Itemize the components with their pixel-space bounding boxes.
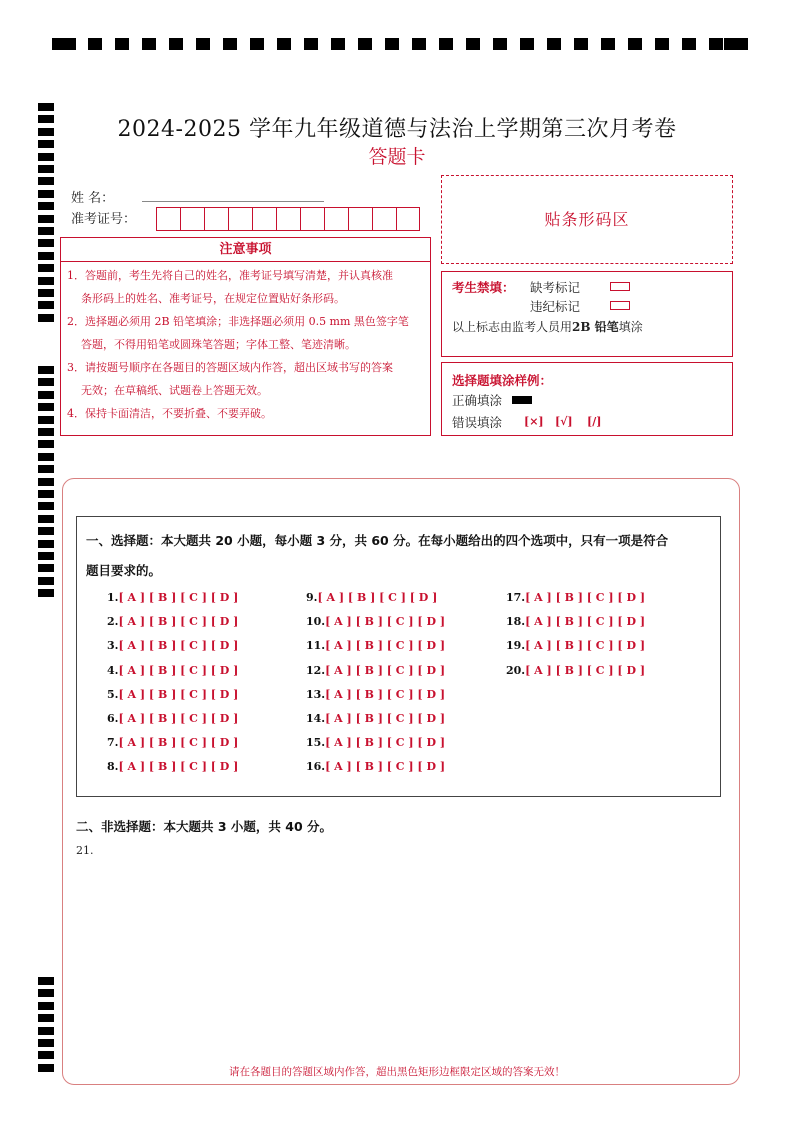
proctor-note — [452, 318, 643, 335]
timing-mark — [38, 1014, 54, 1022]
fill-sample-box — [441, 362, 733, 436]
wrong-mark-check: [√] — [555, 415, 573, 428]
timing-mark — [38, 103, 54, 111]
section1-title-line1: 一、选择题：本大题共 20 小题，每小题 3 分，共 60 分。在每小题给出的四个选项中，只有一项是符合 — [86, 533, 669, 548]
question-2-answer[interactable] — [107, 615, 238, 628]
violation-mark-box[interactable] — [610, 301, 630, 310]
correct-fill-label: 正确填涂 — [452, 393, 503, 408]
section1-title-line2: 题目要求的。 — [86, 563, 162, 578]
question-8-answer[interactable] — [107, 760, 238, 773]
timing-mark — [38, 589, 54, 597]
timing-mark — [38, 277, 54, 285]
note-item-1 — [67, 264, 427, 310]
note-1-line-2: 条形码上的姓名、准考证号，在规定位置贴好条形码。 — [81, 292, 345, 305]
timing-mark — [38, 1051, 54, 1059]
timing-mark — [38, 989, 54, 997]
question-number: 16. — [306, 760, 326, 774]
correct-fill-sample — [512, 396, 532, 404]
id-digit-box[interactable] — [372, 207, 396, 231]
id-digit-box[interactable] — [348, 207, 372, 231]
name-field[interactable] — [142, 201, 324, 202]
note-item-2 — [67, 310, 427, 356]
note-3-line-1: 3．请按题号顺序在各题目的答题区域内作答，超出区域书写的答案 — [67, 361, 393, 374]
timing-mark — [38, 202, 54, 210]
question-number: 17. — [506, 591, 526, 604]
question-21-number: 21. — [76, 844, 94, 857]
timing-mark — [277, 38, 291, 50]
question-number: 10. — [306, 615, 326, 629]
page-subtitle: 答题卡 — [368, 146, 426, 168]
answer-options[interactable]: [ A ] [ B ] [ C ] [ D ] — [325, 736, 446, 750]
wrong-mark-cross: [×] — [524, 415, 544, 428]
answer-options[interactable]: [ A ] [ B ] [ C ] [ D ] — [118, 591, 239, 604]
question-12-answer[interactable] — [306, 664, 445, 677]
timing-mark — [38, 264, 54, 272]
question-number: 11. — [306, 639, 326, 653]
timing-mark — [38, 527, 54, 535]
section2-title: 二、非选择题：本大题共 3 小题，共 40 分。 — [76, 819, 333, 834]
question-number: 6. — [107, 712, 119, 725]
proctor-note-suffix: 填涂 — [618, 320, 643, 334]
proctor-only-box — [441, 271, 733, 357]
top-timing-marks — [52, 38, 748, 52]
timing-mark — [38, 403, 54, 411]
question-number: 5. — [107, 687, 119, 701]
timing-mark — [52, 38, 76, 50]
question-11-answer[interactable] — [306, 639, 445, 652]
question-1-answer[interactable] — [107, 591, 238, 604]
answer-options[interactable]: [ A ] [ B ] [ C ] [ D ] — [525, 591, 646, 604]
timing-mark — [38, 378, 54, 386]
timing-mark — [38, 428, 54, 436]
id-digit-box[interactable] — [300, 207, 324, 231]
question-9-answer[interactable] — [306, 591, 437, 604]
multiple-choice-box — [76, 516, 721, 797]
note-2-line-2: 答题，不得用铅笔或圆珠笔答题；字体工整、笔迹清晰。 — [81, 338, 356, 351]
question-6-answer[interactable] — [107, 712, 238, 725]
question-number: 2. — [107, 615, 119, 629]
id-label: 准考证号： — [71, 212, 137, 227]
timing-mark — [709, 38, 723, 50]
timing-mark — [493, 38, 507, 50]
timing-mark — [38, 552, 54, 560]
page-title: 2024-2025 学年九年级道德与法治上学期第三次月考卷 — [117, 117, 677, 142]
timing-mark — [38, 227, 54, 235]
timing-mark — [38, 215, 54, 223]
wrong-mark-slash: [/] — [587, 415, 602, 428]
wrong-fill-label: 错误填涂 — [452, 415, 503, 430]
timing-mark — [38, 301, 54, 309]
timing-mark — [38, 289, 54, 297]
question-17-answer[interactable] — [506, 591, 645, 604]
id-number-boxes[interactable] — [156, 207, 420, 231]
id-digit-box[interactable] — [252, 207, 276, 231]
timing-mark — [38, 1027, 54, 1035]
question-10-answer[interactable] — [306, 615, 445, 628]
answer-options[interactable]: [ A ] [ B ] [ C ] [ D ] — [525, 663, 646, 677]
question-4-answer[interactable] — [107, 664, 238, 677]
timing-mark — [574, 38, 588, 50]
timing-mark — [331, 38, 345, 50]
answer-options[interactable]: [ A ] [ B ] [ C ] [ D ] — [118, 639, 239, 653]
timing-mark — [115, 38, 129, 50]
timing-mark — [38, 478, 54, 486]
left-timing-marks-lower — [38, 977, 54, 1067]
timing-mark — [385, 38, 399, 50]
timing-mark — [601, 38, 615, 50]
id-digit-box[interactable] — [180, 207, 204, 231]
question-number: 1. — [107, 591, 119, 604]
notes-title: 注意事项 — [61, 238, 430, 262]
timing-mark — [142, 38, 156, 50]
timing-mark — [38, 391, 54, 399]
question-16-answer[interactable] — [306, 760, 445, 773]
timing-mark — [628, 38, 642, 50]
timing-mark — [38, 453, 54, 461]
timing-mark — [38, 502, 54, 510]
timing-mark — [412, 38, 426, 50]
notes-box — [60, 237, 431, 436]
question-number: 18. — [506, 615, 526, 629]
question-number: 15. — [306, 736, 326, 750]
question-14-answer[interactable] — [306, 712, 445, 725]
sample-title: 选择题填涂样例： — [452, 373, 553, 388]
answer-options[interactable]: [ A ] [ B ] [ C ] [ D ] — [525, 639, 646, 653]
id-digit-box[interactable] — [276, 207, 300, 231]
note-item-3 — [67, 356, 427, 402]
question-19-answer[interactable] — [506, 639, 645, 652]
absent-mark-box[interactable] — [610, 282, 630, 291]
proctor-title: 考生禁填： — [452, 280, 515, 295]
question-3-answer[interactable] — [107, 639, 238, 652]
id-digit-box[interactable] — [228, 207, 252, 231]
id-digit-box[interactable] — [324, 207, 348, 231]
timing-mark — [38, 465, 54, 473]
answer-options[interactable]: [ A ] [ B ] [ C ] [ D ] — [325, 712, 446, 725]
answer-options[interactable]: [ A ] [ B ] [ C ] [ D ] — [325, 663, 446, 677]
name-label: 姓 名： — [71, 191, 115, 206]
timing-mark — [38, 416, 54, 424]
timing-mark — [38, 252, 54, 260]
timing-mark — [724, 38, 748, 50]
answer-options[interactable]: [ A ] [ B ] [ C ] [ D ] — [118, 712, 239, 725]
answer-options[interactable]: [ A ] [ B ] [ C ] [ D ] — [118, 760, 239, 774]
answer-options[interactable]: [ A ] [ B ] [ C ] [ D ] — [525, 615, 646, 629]
timing-mark — [655, 38, 669, 50]
question-number: 7. — [107, 736, 119, 750]
timing-mark — [38, 540, 54, 548]
question-number: 20. — [506, 663, 526, 677]
answer-options[interactable]: [ A ] [ B ] [ C ] [ D ] — [325, 760, 446, 774]
proctor-note-bold: 2B 铅笔 — [572, 320, 619, 334]
question-15-answer[interactable] — [306, 736, 445, 749]
timing-mark — [38, 1039, 54, 1047]
timing-mark — [88, 38, 102, 50]
answer-options[interactable]: [ A ] [ B ] [ C ] [ D ] — [317, 591, 438, 604]
timing-mark — [169, 38, 183, 50]
timing-mark — [38, 190, 54, 198]
timing-mark — [38, 515, 54, 523]
note-4-line-1: 4．保持卡面清洁，不要折叠、不要弄破。 — [67, 407, 272, 420]
timing-mark — [38, 564, 54, 572]
absent-label: 缺考标记 — [530, 280, 581, 295]
id-digit-box[interactable] — [396, 207, 420, 231]
footer-warning: 请在各题目的答题区域内作答，超出黑色矩形边框限定区域的答案无效！ — [229, 1066, 565, 1078]
timing-mark — [223, 38, 237, 50]
timing-mark — [38, 177, 54, 185]
timing-mark — [38, 239, 54, 247]
timing-mark — [38, 490, 54, 498]
id-digit-box[interactable] — [204, 207, 228, 231]
question-18-answer[interactable] — [506, 615, 645, 628]
timing-mark — [682, 38, 696, 50]
timing-mark — [38, 577, 54, 585]
answer-options[interactable]: [ A ] [ B ] [ C ] [ D ] — [325, 639, 446, 653]
question-number: 13. — [306, 687, 326, 701]
timing-mark — [38, 1002, 54, 1010]
violation-label: 违纪标记 — [530, 299, 581, 314]
timing-mark — [304, 38, 318, 50]
timing-mark — [250, 38, 264, 50]
left-timing-marks-middle — [38, 366, 54, 602]
timing-mark — [358, 38, 372, 50]
question-20-answer[interactable] — [506, 664, 645, 677]
note-1-line-1: 1．答题前，考生先将自己的姓名，准考证号填写清楚，并认真核准 — [67, 269, 393, 282]
question-7-answer[interactable] — [107, 736, 238, 749]
answer-options[interactable]: [ A ] [ B ] [ C ] [ D ] — [118, 687, 239, 701]
question-number: 19. — [506, 639, 526, 653]
id-digit-box[interactable] — [156, 207, 180, 231]
note-item-4 — [67, 402, 427, 425]
proctor-note-prefix: 以上标志由监考人员用 — [452, 320, 573, 334]
question-number: 8. — [107, 760, 119, 774]
question-number: 12. — [306, 663, 326, 677]
barcode-area: 贴条形码区 — [441, 175, 733, 264]
answer-options[interactable]: [ A ] [ B ] [ C ] [ D ] — [118, 736, 239, 750]
answer-options[interactable]: [ A ] [ B ] [ C ] [ D ] — [325, 615, 446, 629]
timing-mark — [439, 38, 453, 50]
answer-options[interactable]: [ A ] [ B ] [ C ] [ D ] — [325, 687, 446, 701]
question-number: 3. — [107, 639, 119, 653]
timing-mark — [547, 38, 561, 50]
answer-options[interactable]: [ A ] [ B ] [ C ] [ D ] — [118, 615, 239, 629]
timing-mark — [466, 38, 480, 50]
question-number: 4. — [107, 663, 119, 677]
answer-options[interactable]: [ A ] [ B ] [ C ] [ D ] — [118, 663, 239, 677]
note-3-line-2: 无效；在草稿纸、试题卷上答题无效。 — [81, 384, 268, 397]
timing-mark — [196, 38, 210, 50]
note-2-line-1: 2．选择题必须用 2B 铅笔填涂；非选择题必须用 0.5 mm 黑色签字笔 — [67, 315, 409, 328]
question-number: 9. — [306, 591, 318, 604]
question-5-answer[interactable] — [107, 688, 238, 701]
question-13-answer[interactable] — [306, 688, 445, 701]
timing-mark — [520, 38, 534, 50]
timing-mark — [38, 314, 54, 322]
question-number: 14. — [306, 712, 326, 725]
timing-mark — [38, 366, 54, 374]
timing-mark — [38, 977, 54, 985]
timing-mark — [38, 440, 54, 448]
